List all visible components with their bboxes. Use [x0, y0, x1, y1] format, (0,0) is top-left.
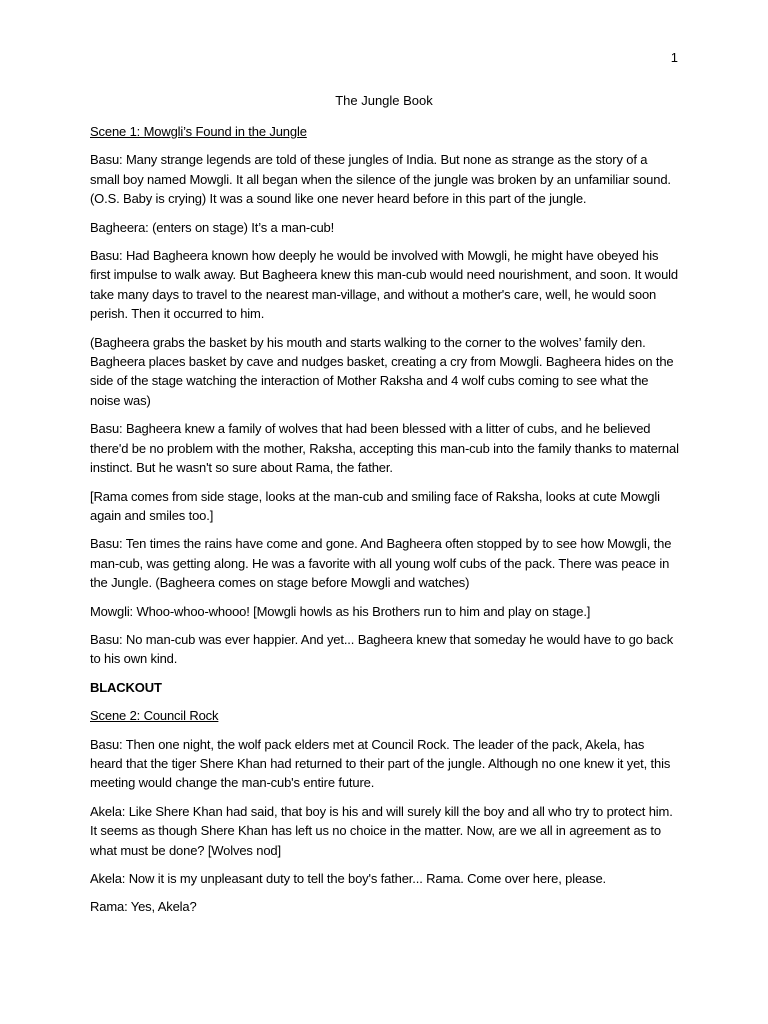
- scene-2-heading: Scene 2: Council Rock: [90, 708, 219, 724]
- paragraph: (Bagheera grabs the basket by his mouth and starts walking to the corner to the wolves’ family den. Bagheera places basket by cave and nudges basket, creating a cry from Mowgli. Bagheera hides on the side of the stage watching the interaction of Mother Raksha and 4 wolf cubs coming to see what the noise was): [90, 334, 674, 408]
- paragraph: Basu: Many strange legends are told of these jungles of India. But none as strange as the story of a small boy named Mowgli. It all began when the silence of the jungle was broken by an unfamiliar sound. (O.S. Baby is crying) It was a sound like one never heard before in this part of the jungle.: [90, 152, 671, 207]
- paragraph: Mowgli: Whoo-whoo-whooo! [Mowgli howls as his Brothers run to him and play on stage.]: [90, 603, 591, 619]
- paragraph: Basu: Ten times the rains have come and gone. And Bagheera often stopped by to see how Mowgli, the man-cub, was getting along. He was a favorite with all young wolf cubs of the pack. There was peace in the Jungle. (Bagheera comes on stage before Mowgli and watches): [90, 536, 672, 591]
- paragraph: Akela: Now it is my unpleasant duty to tell the boy's father... Rama. Come over here, please.: [90, 871, 607, 886]
- scene-1-heading: Scene 1: Mowgli’s Found in the Jungle: [90, 124, 307, 139]
- blackout-label: BLACKOUT: [90, 679, 162, 695]
- paragraph: Basu: Bagheera knew a family of wolves that had been blessed with a litter of cubs, and he believed there'd be no problem with the mother, Raksha, accepting this man-cub into the family thanks to maternal instinct. But he wasn't so sure about Rama, the father.: [90, 421, 679, 476]
- paragraph: [Rama comes from side stage, looks at the man-cub and smiling face of Raksha, looks at cute Mowgli again and smiles too.]: [90, 488, 660, 523]
- paragraph: Basu: Had Bagheera known how deeply he would be involved with Mowgli, he might have obeyed his first impulse to walk away. But Bagheera knew this man-cub would need nourishment, and soon. It would take many days to travel to the nearest man-village, and without a mother's care, well, he would soon perish. Then it occurred to him.: [90, 248, 678, 322]
- paragraph: Basu: Then one night, the wolf pack elders met at Council Rock. The leader of the pack, Akela, has heard that the tiger Shere Khan had returned to their part of the jungle. Although no one knew it yet, this meeting would change the man-cub's entire future.: [90, 736, 671, 791]
- document-body: [90, 122, 680, 926]
- page-number: 1: [670, 50, 678, 65]
- paragraph: Rama: Yes, Akela?: [90, 899, 197, 915]
- paragraph: Bagheera: (enters on stage) It’s a man-cub!: [90, 219, 335, 235]
- paragraph: Basu: No man-cub was ever happier. And yet... Bagheera knew that someday he would have to go back to his own kind.: [90, 631, 674, 667]
- document-title: The Jungle Book: [335, 93, 433, 108]
- paragraph: Akela: Like Shere Khan had said, that boy is his and will surely kill the boy and all who try to protect him. It seems as though Shere Khan has left us no choice in the matter. Now, are we all in agreement as to what must be done? [Wolves nod]: [90, 803, 673, 858]
